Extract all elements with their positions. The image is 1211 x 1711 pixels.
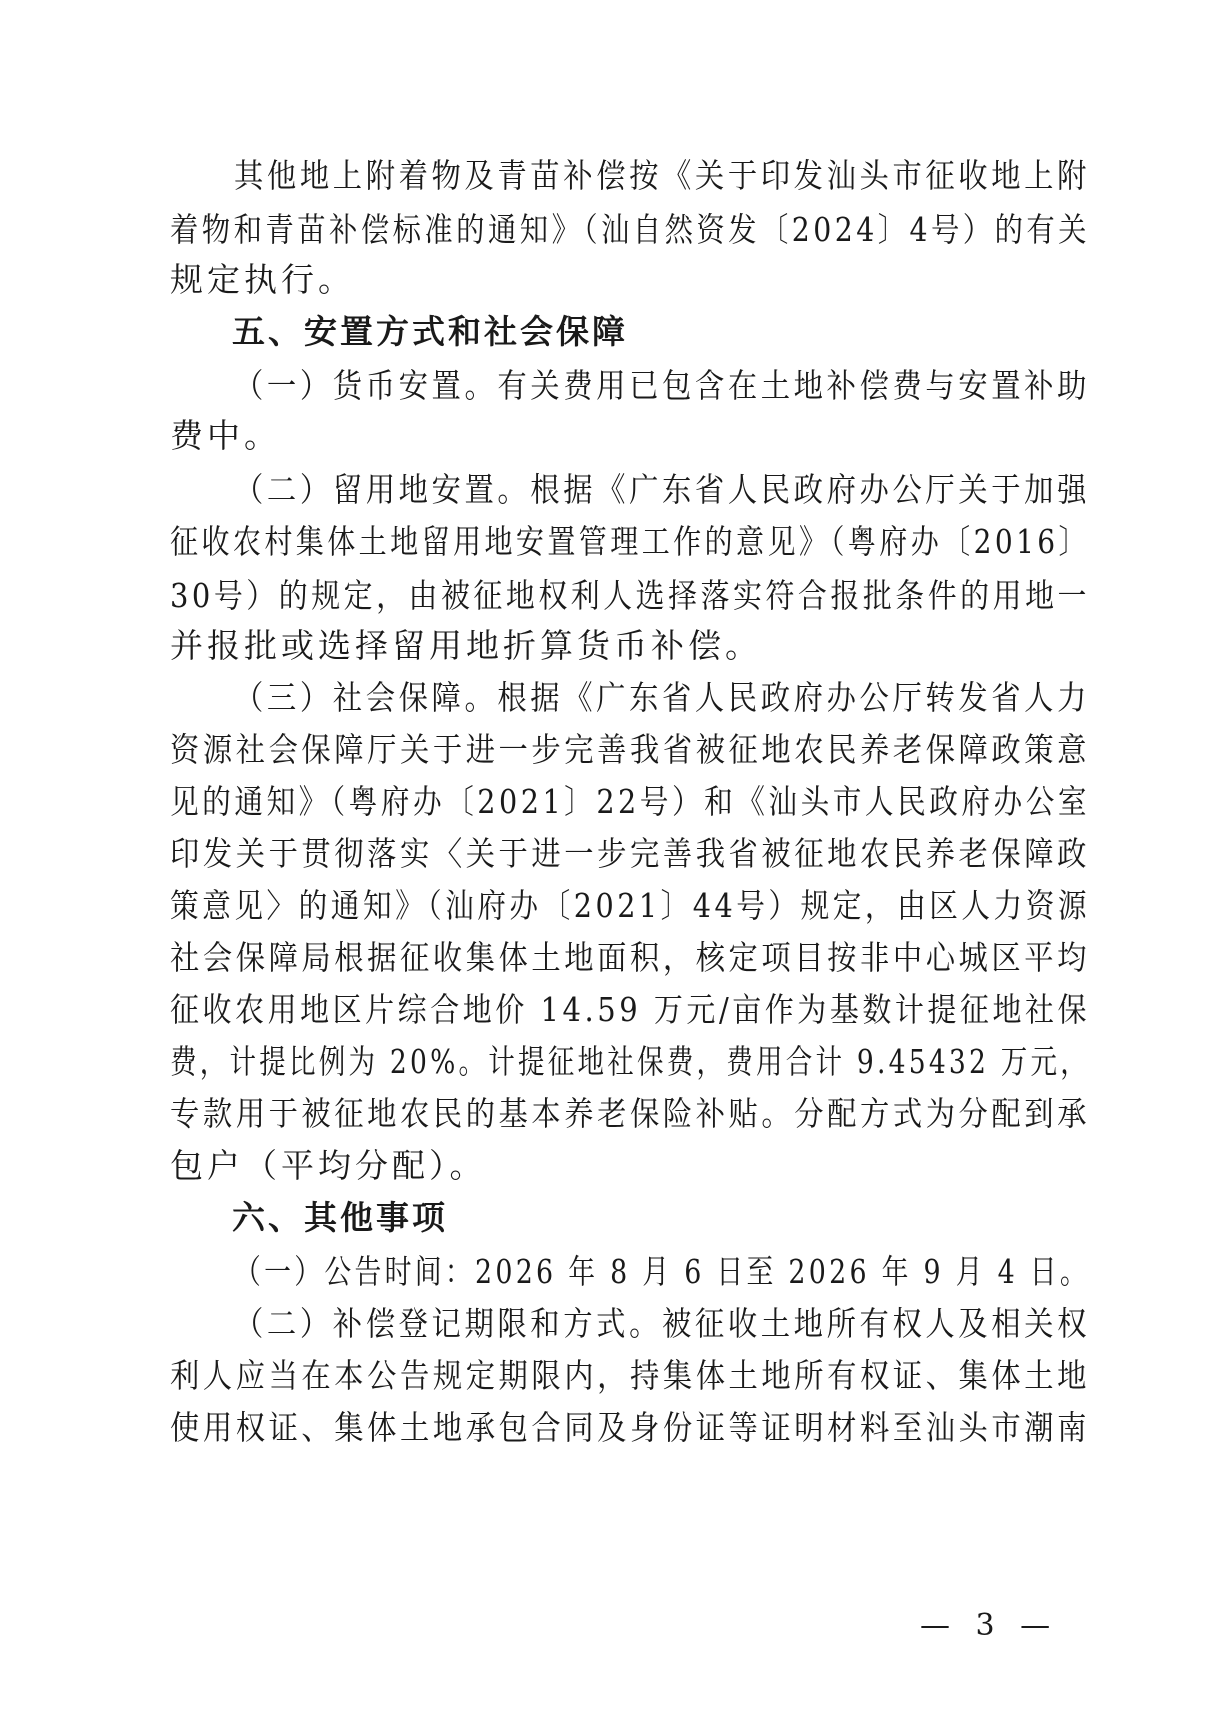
body-text-line: 见的通知》（粤府办〔2021〕22号）和《汕头市人民政府办公室 [170,782,1091,821]
body-text-line: 社会保障局根据征收集体土地面积，核定项目按非中心城区平均 [170,938,1090,977]
body-text-line: （二）补偿登记期限和方式。被征收土地所有权人及相关权 [234,1304,1090,1343]
body-text-line: 征收农村集体土地留用地安置管理工作的意见》（粤府办〔2016〕 [170,522,1091,561]
body-text-line: （二）留用地安置。根据《广东省人民政府办公厅关于加强 [234,470,1090,509]
body-text-line: 包户（平均分配）。 [170,1146,487,1185]
body-text-line: 其他地上附着物及青苗补偿按《关于印发汕头市征收地上附 [234,156,1090,195]
body-text-line: 并报批或选择留用地折算货币补偿。 [170,626,762,665]
body-text-line: 专款用于被征地农民的基本养老保险补贴。分配方式为分配到承 [170,1094,1090,1133]
body-text-line: 策意见〉的通知》（汕府办〔2021〕44号）规定，由区人力资源 [170,886,1091,925]
page-number: — 3 — [920,1608,1059,1643]
document-page [170,0,1090,1711]
body-text-line: 印发关于贯彻落实〈关于进一步完善我省被征地农民养老保障政 [170,834,1090,873]
body-text-line: 费，计提比例为 20%。计提征地社保费，费用合计 9.45432 万元， [170,1042,1091,1081]
body-text-line: （三）社会保障。根据《广东省人民政府办公厅转发省人力 [234,678,1090,717]
body-text-line: 使用权证、集体土地承包合同及身份证等证明材料至汕头市潮南 [170,1408,1090,1447]
section-heading-5: 五、安置方式和社会保障 [232,312,628,351]
body-text-line: 利人应当在本公告规定期限内，持集体土地所有权证、集体土地 [170,1356,1090,1395]
body-text-line: 征收农用地区片综合地价 14.59 万元/亩作为基数计提征地社保 [170,990,1091,1029]
body-text-line: （一）货币安置。有关费用已包含在土地补偿费与安置补助 [234,366,1090,405]
section-heading-6: 六、其他事项 [232,1198,448,1237]
body-text-line: 费中。 [170,416,281,455]
body-text-line: 30号）的规定，由被征地权利人选择落实符合报批条件的用地一 [170,576,1090,615]
body-text-line: 资源社会保障厅关于进一步完善我省被征地农民养老保障政策意 [170,730,1090,769]
body-text-line: （一）公告时间：2026 年 8 月 6 日至 2026 年 9 月 4 日。 [234,1252,1091,1291]
body-text-line: 规定执行。 [170,260,355,299]
body-text-line: 着物和青苗补偿标准的通知》（汕自然资发〔2024〕4号）的有关 [170,210,1090,249]
